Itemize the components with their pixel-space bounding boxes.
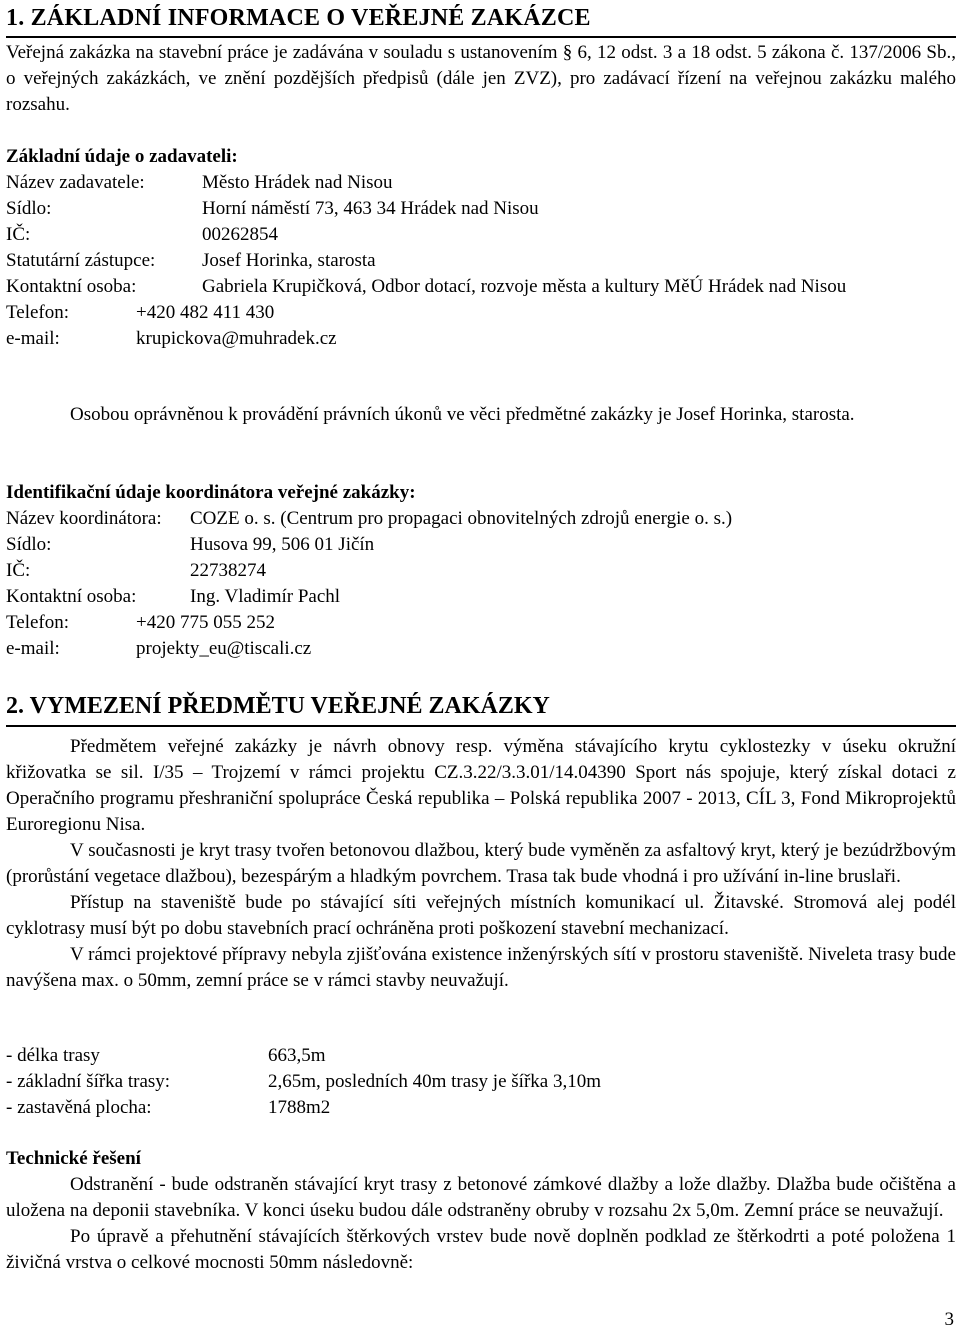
value: 1788m2 bbox=[268, 1097, 331, 1118]
label: IČ: bbox=[6, 560, 31, 581]
technical-heading: Technické řešení bbox=[6, 1148, 141, 1169]
coordinator-seat-row bbox=[6, 532, 956, 558]
value: Město Hrádek nad Nisou bbox=[202, 172, 393, 193]
parameters-block bbox=[6, 1043, 956, 1121]
value: Josef Horinka, starosta bbox=[202, 250, 376, 271]
label: Sídlo: bbox=[6, 198, 52, 219]
value: krupickova@muhradek.cz bbox=[136, 328, 337, 349]
label: - délka trasy bbox=[6, 1045, 100, 1066]
value: +420 482 411 430 bbox=[136, 302, 275, 323]
section-2-rule bbox=[6, 725, 956, 727]
value: 00262854 bbox=[202, 224, 278, 245]
label: IČ: bbox=[6, 224, 31, 245]
label: Název zadavatele: bbox=[6, 172, 145, 193]
subject-paragraph-4: V rámci projektové přípravy nebyla zjišťována existence inženýrských sítí v prostoru staveniště. Niveleta trasy bude navýšena max. o 50mm, zemní práce se v rámci stavby neuvažují. bbox=[6, 944, 956, 991]
contracting-email-row bbox=[6, 326, 956, 352]
value: 2,65m, posledních 40m trasy je šířka 3,10m bbox=[268, 1071, 601, 1092]
coordinator-phone-row bbox=[6, 610, 956, 636]
length-row bbox=[6, 1043, 956, 1069]
value: Gabriela Krupičková, Odbor dotací, rozvoje města a kultury MěÚ Hrádek nad Nisou bbox=[202, 276, 847, 297]
coordinator-ic-row bbox=[6, 558, 956, 584]
contracting-ic-row bbox=[6, 222, 956, 248]
area-row bbox=[6, 1095, 956, 1121]
contracting-contact-row bbox=[6, 274, 956, 300]
technical-solution-block bbox=[6, 1146, 956, 1276]
value: projekty_eu@tiscali.cz bbox=[136, 638, 312, 659]
label: Název koordinátora: bbox=[6, 508, 162, 529]
value: Horní náměstí 73, 463 34 Hrádek nad Nisou bbox=[202, 198, 539, 219]
subject-paragraph-2: V současnosti je kryt trasy tvořen betonovou dlažbou, který bude vyměněn za asfaltový kryt, který je bezúdržbovým (prorůstání vegetace dlažbou), bezespárým a hladkým povrchem. Trasa tak bude vhodná i pro užívání in-line bruslaři. bbox=[6, 840, 956, 887]
page-number: 3 bbox=[944, 1309, 954, 1330]
subject-block bbox=[6, 734, 956, 994]
value: +420 775 055 252 bbox=[136, 612, 275, 633]
value: Husova 99, 506 01 Jičín bbox=[190, 534, 375, 555]
coordinator-contact-row bbox=[6, 584, 956, 610]
contracting-phone-row bbox=[6, 300, 956, 326]
label: e-mail: bbox=[6, 328, 60, 349]
label: Telefon: bbox=[6, 302, 70, 323]
value: 663,5m bbox=[268, 1045, 326, 1066]
label: - základní šířka trasy: bbox=[6, 1071, 171, 1092]
technical-paragraph-2: Po úpravě a přehutnění stávajících štěrkových vrstev bude nově doplněn podklad ze štěrkodrti a poté položena 1 živičná vrstva o celkové mocnosti 50mm následovně: bbox=[6, 1226, 956, 1273]
value: 22738274 bbox=[190, 560, 266, 581]
section-2-title: 2. VYMEZENÍ PŘEDMĚTU VEŘEJNÉ ZAKÁZKY bbox=[6, 693, 550, 719]
contracting-name-row bbox=[6, 170, 956, 196]
title-rule bbox=[6, 36, 956, 38]
coordinator-email-row bbox=[6, 636, 956, 662]
authorized-block bbox=[6, 402, 956, 428]
label: Telefon: bbox=[6, 612, 70, 633]
intro-block bbox=[6, 40, 956, 118]
value: Ing. Vladimír Pachl bbox=[190, 586, 341, 607]
label: Kontaktní osoba: bbox=[6, 276, 137, 297]
label: e-mail: bbox=[6, 638, 60, 659]
label: Statutární zástupce: bbox=[6, 250, 156, 271]
width-row bbox=[6, 1069, 956, 1095]
intro-paragraph: Veřejná zakázka na stavební práce je zadávána v souladu s ustanovením § 6, 12 odst. 3 a 18 odst. 5 zákona č. 137/2006 Sb., o veřejných zakázkách, ve znění pozdějších předpisů (dále jen ZVZ), pro zadávací řízení na veřejnou zakázku malého rozsahu. bbox=[6, 42, 956, 115]
contracting-seat-row bbox=[6, 196, 956, 222]
label: Sídlo: bbox=[6, 534, 52, 555]
section-1-title: 1. ZÁKLADNÍ INFORMACE O VEŘEJNÉ ZAKÁZCE bbox=[6, 5, 591, 31]
coordinator-heading: Identifikační údaje koordinátora veřejné zakázky: bbox=[6, 482, 416, 503]
contracting-rep-row bbox=[6, 248, 956, 274]
coordinator-block bbox=[6, 480, 956, 662]
label: Kontaktní osoba: bbox=[6, 586, 137, 607]
subject-paragraph-3: Přístup na staveniště bude po stávající síti veřejných místních komunikací ul. Žitavské. Stromová alej podél cyklotrasy musí být po dobu stavebních prací ochráněna proti poškození stavební mechanizací. bbox=[6, 892, 956, 939]
subject-paragraph-1: Předmětem veřejné zakázky je návrh obnovy resp. výměna stávajícího krytu cyklostezky v úseku okružní křižovatka se sil. I/35 – Trojzemí v rámci projektu CZ.3.22/3.3.01/14.04390 Sport nás spojuje, který získal dotaci z Operačního programu přeshraniční spolupráce Česká republika – Polská republika 2007 - 2013, CÍL 3, Fond Mikroprojektů Euroregionu Nisa. bbox=[6, 736, 956, 835]
contracting-heading: Základní údaje o zadavateli: bbox=[6, 146, 238, 167]
label: - zastavěná plocha: bbox=[6, 1097, 152, 1118]
coordinator-name-row bbox=[6, 506, 956, 532]
technical-paragraph-1: Odstranění - bude odstraněn stávající kryt trasy z betonové zámkové dlažby a lože dlažby. Dlažba bude očištěna a uložena na deponii stavebníka. V konci úseku budou dále odstraněny obruby v rozsahu 2x 5,0m. Zemní práce se neuvažují. bbox=[6, 1174, 956, 1221]
value: COZE o. s. (Centrum pro propagaci obnovitelných zdrojů energie o. s.) bbox=[190, 508, 733, 529]
authorized-paragraph: Osobou oprávněnou k provádění právních úkonů ve věci předmětné zakázky je Josef Horinka, starosta. bbox=[70, 404, 855, 425]
contracting-authority-block bbox=[6, 144, 956, 352]
